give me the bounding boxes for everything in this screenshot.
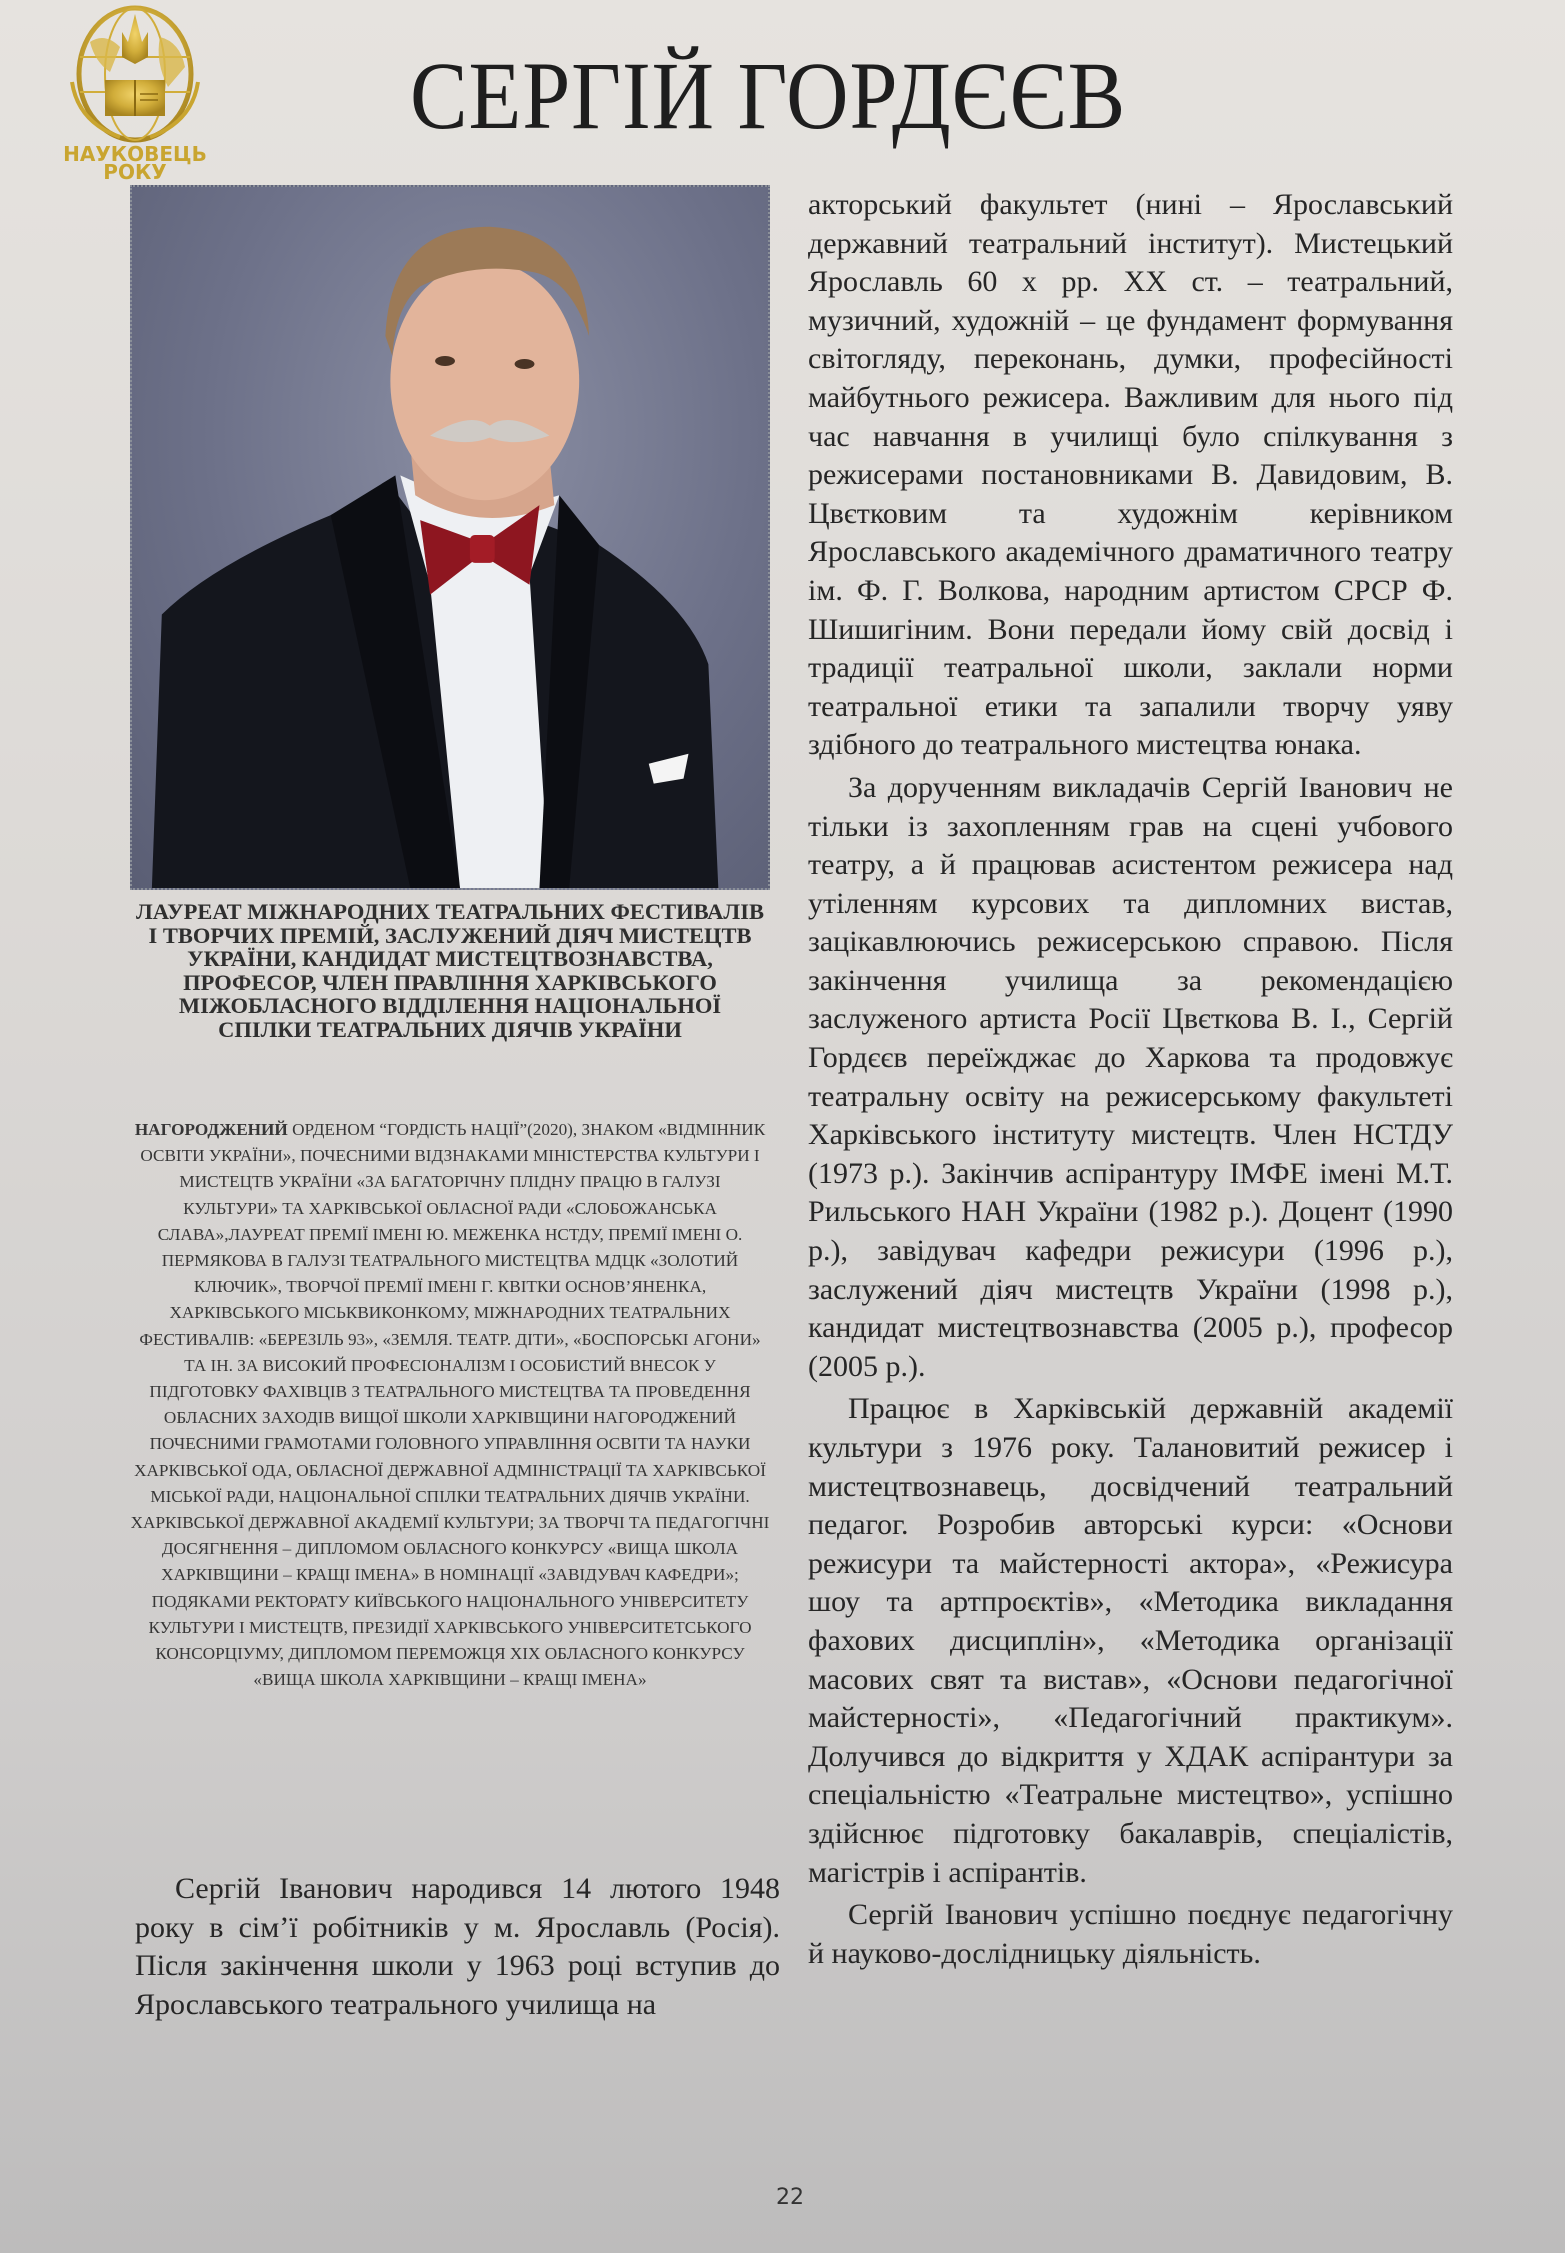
- page-title: СЕРГІЙ ГОРДЄЄВ: [410, 42, 1127, 149]
- portrait-photo: [130, 185, 770, 890]
- emblem-icon: [50, 2, 220, 147]
- body-column-left: [135, 1870, 780, 2024]
- body-paragraph: Сергій Іванович успішно поєднує педагогічну й науково-дослідницьку діяльність.: [808, 1898, 1453, 1970]
- page-number: 22: [776, 2185, 804, 2210]
- awards-text: ОРДЕНОМ “ГОРДІСТЬ НАЦІЇ”(2020), ЗНАКОМ «ВІДМІННИК ОСВІТИ УКРАЇНИ», ПОЧЕСНИМИ ВІДЗНАКАМИ МІНІСТЕРСТВА КУЛЬТУРИ І МИСТЕЦТВ УКРАЇНИ «ЗА БАГАТОРІЧНУ ПЛІДНУ ПРАЦЮ В ГАЛУЗІ КУЛЬТУРИ» ТА ХАРКІВСЬКОЇ ОБЛАСНОЇ РАДИ «СЛОБОЖАНСЬКА СЛАВА»,ЛАУРЕАТ ПРЕМІЇ ІМЕНІ Ю. МЕЖЕНКА НСТДУ, ПРЕМІЇ ІМЕНІ О. ПЕРМЯКОВА В ГАЛУЗІ ТЕАТРАЛЬНОГО МИСТЕЦТВА МДЦК «ЗОЛОТИЙ КЛЮЧИК», ТВОРЧОЇ ПРЕМІЇ ІМЕНІ Г. КВІТКИ ОСНОВ’ЯНЕНКА, ХАРКІВСЬКОГО МІСЬКВИКОНКОМУ, МІЖНАРОДНИХ ТЕАТРАЛЬНИХ ФЕСТИВАЛІВ: «БЕРЕЗІЛЬ 93», «ЗЕМЛЯ. ТЕАТР. ДІТИ», «БОСПОРСЬКІ АГОНИ» ТА ІН. ЗА ВИСОКИЙ ПРОФЕСІОНАЛІЗМ І ОСОБИСТИЙ ВНЕСОК У ПІДГОТОВКУ ФАХІВЦІВ З ТЕАТРАЛЬНОГО МИСТЕЦТВА ТА ПРОВЕДЕННЯ ОБЛАСНИХ ЗАХОДІВ ВИЩОЇ ШКОЛИ ХАРКІВЩИНИ НАГОРОДЖЕНИЙ ПОЧЕСНИМИ ГРАМОТАМИ ГОЛОВНОГО УПРАВЛІННЯ ОСВІТИ ТА НАУКИ ХАРКІВСЬКОЇ ОДА, ОБЛАСНОЇ ДЕРЖАВНОЇ АДМІНІСТРАЦІЇ ТА ХАРКІВСЬКОЇ МІСЬКОЇ РАДИ, НАЦІОНАЛЬНОЇ СПІЛКИ ТЕАТРАЛЬНИХ ДІЯЧІВ УКРАЇНИ. ХАРКІВСЬКОЇ ДЕРЖАВНОЇ АКАДЕМІЇ КУЛЬТУРИ; ЗА ТВОРЧІ ТА ПЕДАГОГІЧНІ ДОСЯГНЕННЯ – ДИПЛОМОМ ОБЛАСНОГО КОНКУРСУ «ВИЩА ШКОЛА ХАРКІВЩИНИ – КРАЩІ ІМЕНА» В НОМІНАЦІЇ «ЗАВІДУВАЧ КАФЕДРИ»; ПОДЯКАМИ РЕКТОРАТУ КИЇВСЬКОГО НАЦІОНАЛЬНОГО УНІВЕРСИТЕТУ КУЛЬТУРИ І МИСТЕЦТВ, ПРЕЗИДІЇ ХАРКІВСЬКОГО УНІВЕРСИТЕТСЬКОГО КОНСОРЦІУМУ, ДИПЛОМОМ ПЕРЕМОЖЦЯ XIX ОБЛАСНОГО КОНКУРСУ «ВИЩА ШКОЛА ХАРКІВЩИНИ – КРАЩІ ІМЕНА»: [130, 1120, 770, 1690]
- logo-text-line1: НАУКОВЕЦЬ: [63, 142, 207, 166]
- body-paragraph-continuation: акторський факультет (нині – Ярославський державний театральний інститут). Мистецький Ярославль 60 х рр. XX ст. – театральний, музичний, художній – це фундамент формування світогляду, переконань, думки, професійності майбутнього режисера. Важливим для нього під час навчання в училищі було спілкування з режисерами постановниками В. Давидовим, В. Цвєтковим та художнім керівником Ярославського академічного драматичного театру ім. Ф. Г. Волкова, народним артистом СРСР Ф. Шишигіним. Вони передали йому свій досвід і традиції театральної школи, заклали норми театральної етики та запалили творчу уяву здібного до театрального мистецтва юнака.: [808, 188, 1453, 762]
- portrait-illustration: [132, 187, 768, 888]
- awards-lead: НАГОРОДЖЕНИЙ: [134, 1120, 288, 1139]
- body-paragraph: Сергій Іванович народився 14 лютого 1948 року в сім’ї робітників у м. Ярославль (Росія). Після закінчення школи у 1963 році вступив до Ярославського театрального училища на: [135, 1872, 780, 2021]
- logo-text-line2: РОКУ: [103, 160, 167, 184]
- body-column-right: [808, 186, 1453, 1973]
- awards-paragraph: [130, 1117, 770, 1693]
- body-paragraph: За дорученням викладачів Сергій Іванович не тільки із захопленням грав на сцені учбового театру, а й працював асистентом режисера над утіленням курсових та дипломних вистав, зацікавлюючись режисерською справою. Після закінчення училища за рекомендацією заслуженого артиста Росії Цвєткова В. І., Сергій Гордєєв переїжджає до Харкова та продовжує театральну освіту на режисерському факультеті Харківського інституту мистецтв. Член НСТДУ (1973 р.). Закінчив аспірантуру ІМФЕ імені М.Т. Рильського НАН України (1982 р.). Доцент (1990 р.), завідувач кафедри режисури (1996 р.), заслужений діяч мистецтв України (1998 р.), кандидат мистецтвознавства (2005 р.), професор (2005 р.).: [808, 770, 1453, 1383]
- logo-naukovets-roku: [50, 2, 220, 182]
- body-paragraph: Працює в Харківській державній академії культури з 1976 року. Талановитий режисер і мистецтвознавець, досвідчений театральний педагог. Розробив авторські курси: «Основи режисури та майстерності актора», «Режисура шоу та артпроєктів», «Методика викладання фахових дисциплін», «Методика організації масових свят та вистав», «Основи педагогічної майстерності», «Педагогічний практикум». Долучився до відкриття у ХДАК аспірантури за спеціальністю «Театральне мистецтво», успішно здійснює підготовку бакалаврів, спеціалістів, магістрів і аспірантів.: [808, 1392, 1453, 1889]
- honorary-titles: ЛАУРЕАТ МІЖНАРОДНИХ ТЕАТРАЛЬНИХ ФЕСТИВАЛІВ І ТВОРЧИХ ПРЕМІЙ, ЗАСЛУЖЕНИЙ ДІЯЧ МИСТЕЦТВ УКРАЇНИ, КАНДИДАТ МИСТЕЦТВОЗНАВСТВА, ПРОФЕСОР, ЧЛЕН ПРАВЛІННЯ ХАРКІВСЬКОГО МІЖОБЛАСНОГО ВІДДІЛЕННЯ НАЦІОНАЛЬНОЇ СПІЛКИ ТЕАТРАЛЬНИХ ДІЯЧІВ УКРАЇНИ: [136, 899, 764, 1042]
